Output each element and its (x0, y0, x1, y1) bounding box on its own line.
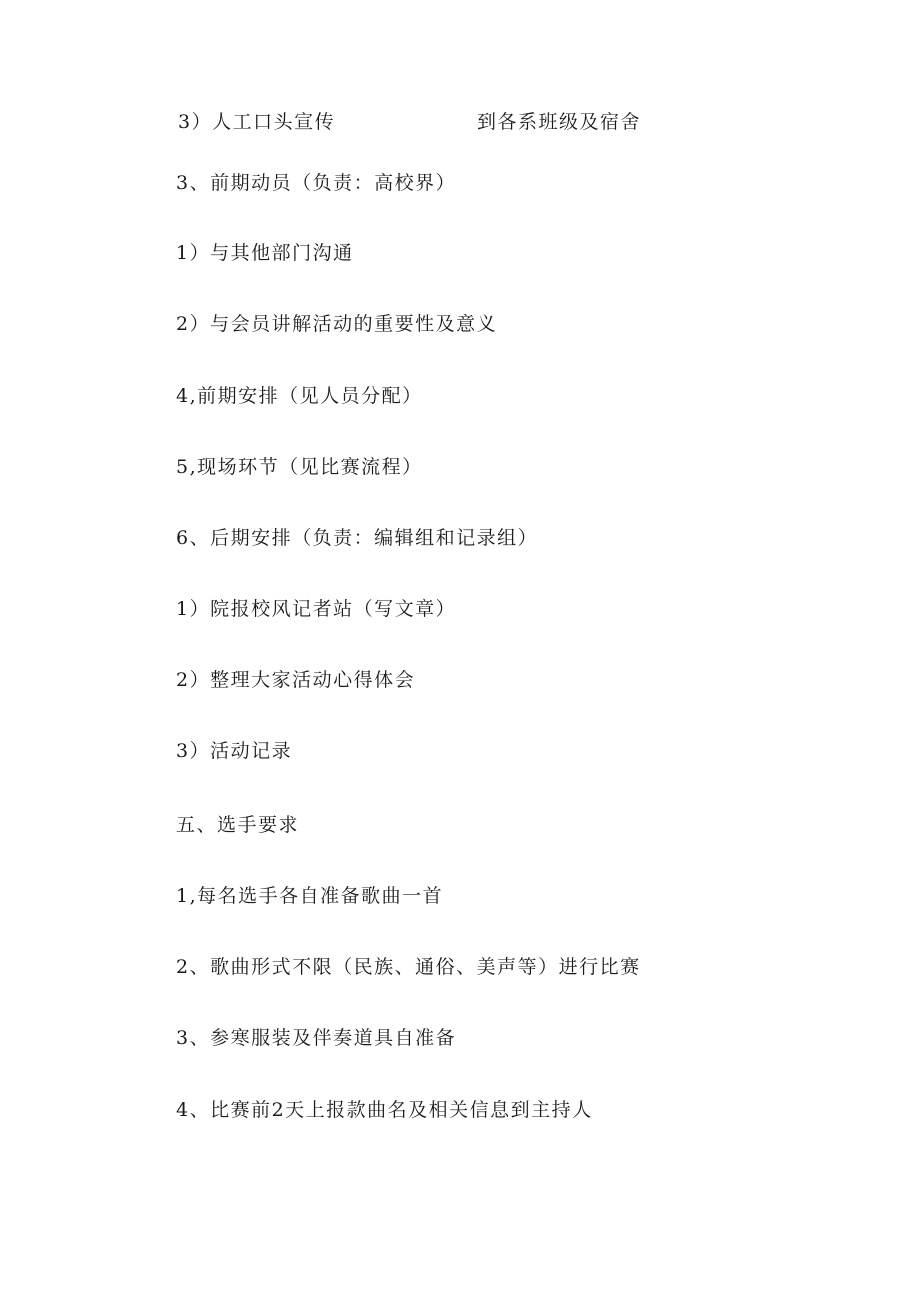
section-heading: 4,前期安排（见人员分配） (176, 385, 423, 407)
section-heading: 6、后期安排（负责：编辑组和记录组） (176, 527, 539, 549)
section-heading: 3、前期动员（负责：高校界） (176, 172, 457, 194)
text-line: 1）与其他部门沟通 (176, 242, 354, 264)
text-line: 2）与会员讲解活动的重要性及意义 (176, 313, 498, 335)
text-line: 3、参寒服装及伴奏道具自准备 (176, 1027, 457, 1049)
text-line: 1）院报校风记者站（写文章） (176, 598, 457, 620)
text-line: 2）整理大家活动心得体会 (176, 669, 416, 691)
text-line: 2、歌曲形式不限（民族、通俗、美声等）进行比赛 (176, 956, 641, 978)
chapter-heading: 五、选手要求 (176, 814, 300, 836)
text-line: 3）人工口头宣传 (178, 111, 336, 133)
section-heading: 5,现场环节（见比赛流程） (176, 456, 423, 478)
text-line: 1,每名选手各自准备歌曲一首 (176, 885, 444, 907)
text-line: 3）活动记录 (176, 740, 293, 762)
text-line-right: 到各系班级及宿舍 (477, 111, 642, 133)
text-line: 4、比赛前2天上报款曲名及相关信息到主持人 (176, 1099, 593, 1121)
